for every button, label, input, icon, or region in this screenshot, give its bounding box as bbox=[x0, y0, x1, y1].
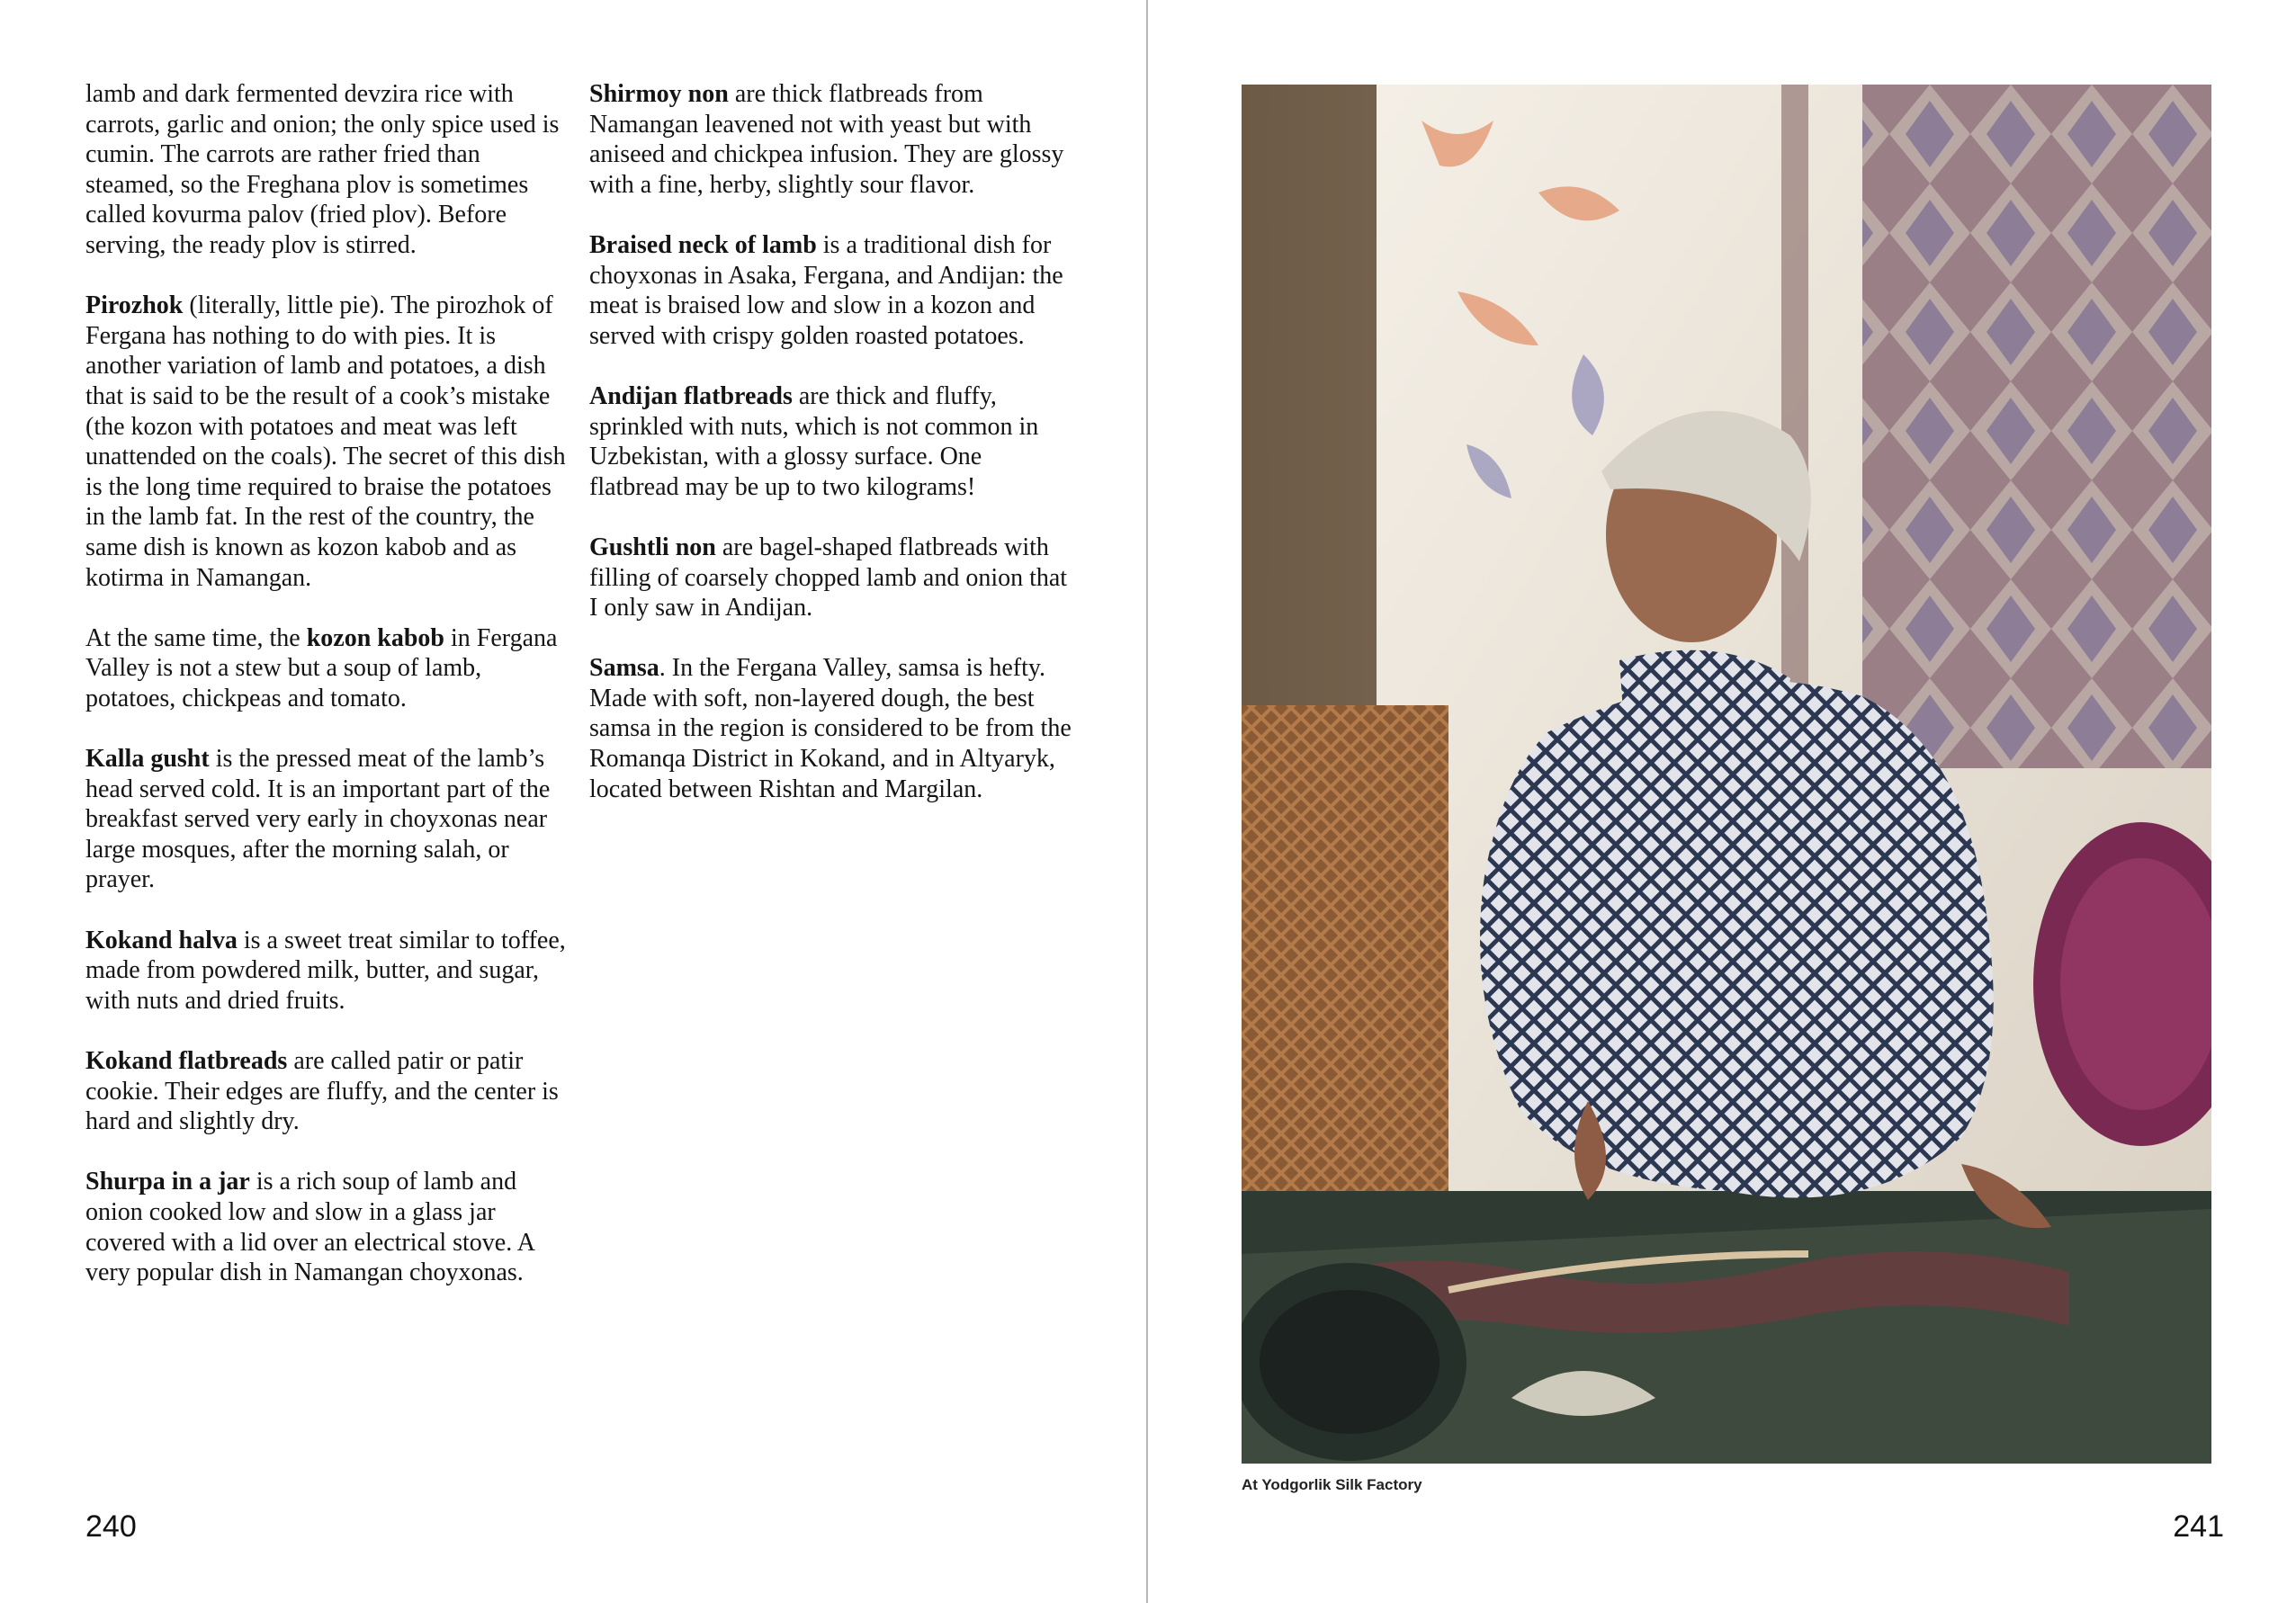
paragraph-kokand-flatbreads: Kokand flatbreads are called patir or patir cookie. Their edges are fluffy, and the center is hard and slightly dry. bbox=[85, 1047, 559, 1136]
left-page bbox=[0, 0, 1147, 1603]
paragraph-kokand-halva: Kokand halva is a sweet treat similar to toffee, made from powdered milk, butter, and sugar, with nuts and dried fruits. bbox=[85, 926, 566, 1015]
paragraph-andijan-flatbreads: Andijan flatbreads are thick and fluffy, sprinkled with nuts, which is not common in Uzbekistan, with a glossy surface. One flatbread may be up to two kilograms! bbox=[589, 381, 1039, 501]
paragraph-shurpa-in-a-jar: Shurpa in a jar is a rich soup of lamb and onion cooked low and slow in a glass jar covered with a lid over an electrical stove. A very popular dish in Namangan choyxonas. bbox=[85, 1168, 534, 1287]
paragraph-braised-neck-of-lamb: Braised neck of lamb is a traditional dish for choyxonas in Asaka, Fergana, and Andijan: the meat is braised low and slow in a kozon and served with crispy golden roasted potatoes. bbox=[589, 230, 1063, 350]
text-column-1 bbox=[85, 79, 571, 1318]
photo-caption: At Yodgorlik Silk Factory bbox=[1242, 1476, 1422, 1493]
paragraph-shirmoy-non: Shirmoy non are thick flatbreads from Namangan leavened not with yeast but with aniseed and chickpea infusion. They are glossy with a fine, herby, slightly sour flavor. bbox=[589, 80, 1064, 199]
paragraph-samsa: Samsa. In the Fergana Valley, samsa is hefty. Made with soft, non-layered dough, the best samsa in the region is considered to be from the Romanqa District in Kokand, and in Altyaryk, located between Rishtan and Margilan. bbox=[589, 654, 1072, 803]
paragraph-kalla-gusht: Kalla gusht is the pressed meat of the lamb’s head served cold. It is an important part of the breakfast served very early in choyxonas near large mosques, after the morning salah, or prayer. bbox=[85, 745, 551, 894]
paragraph: lamb and dark fermented devzira rice with carrots, garlic and onion; the only spice used is cumin. The carrots are rather fried than steamed, so the Freghana plov is sometimes called kovurma palov (fried plov). Before serving, the ready plov is stirred. bbox=[85, 80, 560, 259]
page-number-right: 241 bbox=[2173, 1509, 2224, 1544]
page-number-left: 240 bbox=[85, 1509, 137, 1544]
right-page bbox=[1149, 0, 2296, 1603]
paragraph-pirozhok: Pirozhok (literally, little pie). The pirozhok of Fergana has nothing to do with pies. It is another variation of lamb and potatoes, a dish that is said to be the result of a cook’s mistake (the kozon with potatoes and meat was left unattended on the coals). The secret of this dish is the long time required to braise the potatoes in the lamb fat. In the rest of the country, the same dish is known as kozon kabob and as kotirma in Namangan. bbox=[85, 291, 566, 592]
paragraph-gushtli-non: Gushtli non are bagel-shaped flatbreads with filling of coarsely chopped lamb and onion that I only saw in Andijan. bbox=[589, 533, 1068, 622]
text-column-2 bbox=[589, 79, 1075, 835]
page-gutter-divider bbox=[1146, 0, 1148, 1603]
portrait-photo bbox=[1242, 85, 2211, 1464]
paragraph-kozon-kabob: At the same time, the kozon kabob in Fergana Valley is not a stew but a soup of lamb, potatoes, chickpeas and tomato. bbox=[85, 623, 558, 712]
